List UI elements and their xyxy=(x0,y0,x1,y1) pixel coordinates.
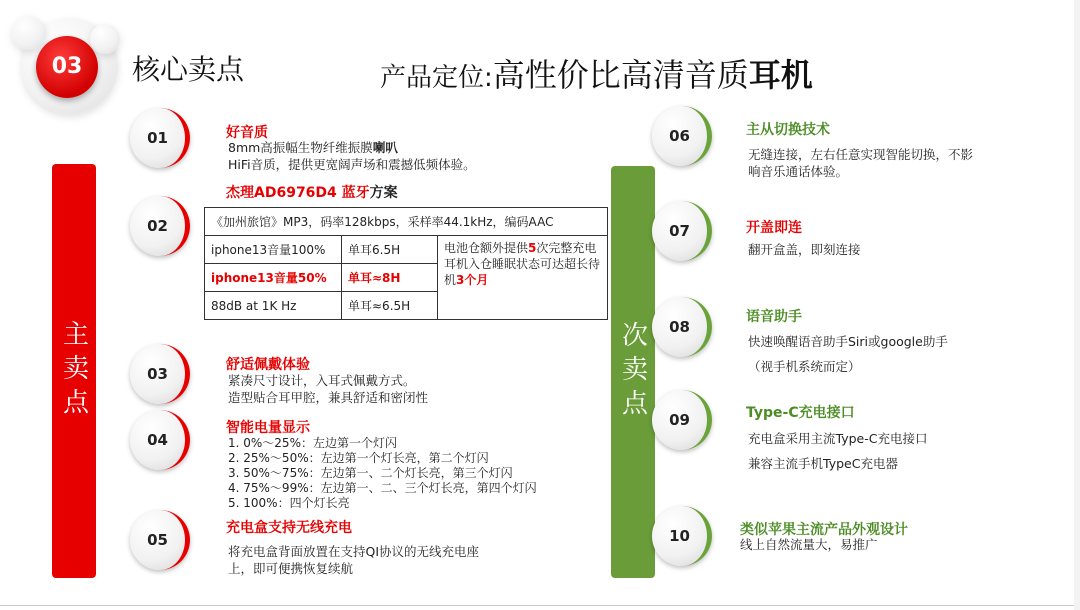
battery-spec-table xyxy=(204,207,608,320)
point-09-line-1: 充电盒采用主流Type-C充电接口 xyxy=(748,431,928,446)
point-title-01: 好音质 xyxy=(226,125,268,141)
point-title-05: 充电盒支持无线充电 xyxy=(226,520,352,536)
decor-circle-small-top xyxy=(12,16,46,50)
spec-cell: 单耳≈8H xyxy=(342,264,438,292)
point-number-04: 04 xyxy=(130,410,190,470)
point-06-line-1: 无缝连接，左右任意实现智能切换，不影 xyxy=(748,147,974,162)
point-number-02: 02 xyxy=(130,196,190,256)
list-item: 3. 50%～75%：左边第一、二个灯长亮，第三个灯闪 xyxy=(228,466,513,480)
point-title-03: 舒适佩戴体验 xyxy=(226,357,310,373)
point-number-03: 03 xyxy=(130,344,190,404)
point-03-line-2: 造型贴合耳甲腔，兼具舒适和密闭性 xyxy=(228,390,429,405)
point-06-line-2: 响音乐通话体验。 xyxy=(748,164,849,179)
point-title-09: Type-C充电接口 xyxy=(746,405,855,421)
list-item: 4. 75%～99%：左边第一、二、三个灯长亮，第四个灯闪 xyxy=(228,481,537,495)
point-03-line-1: 紧凑尺寸设计，入耳式佩戴方式。 xyxy=(228,373,416,388)
point-08-line-1: 快速唤醒语音助手Siri或google助手 xyxy=(748,334,948,349)
main-selling-points-bar xyxy=(52,164,96,578)
point-number-01: 01 xyxy=(130,108,190,168)
product-positioning xyxy=(380,50,813,96)
point-title-06: 主从切换技术 xyxy=(746,122,830,138)
spec-cell: 单耳6.5H xyxy=(342,236,438,264)
point-09-line-2: 兼容主流手机TypeC充电器 xyxy=(748,456,898,471)
point-number-08: 08 xyxy=(652,297,712,357)
battery-note: 电池仓额外提供5次完整充电 耳机入仓睡眠状态可达超长待机3个月 xyxy=(438,236,608,320)
spec-table-header: 《加州旅馆》MP3，码率128kbps，采样率44.1kHz，编码AAC xyxy=(205,208,608,236)
footer-divider xyxy=(0,605,1080,606)
point-10-line-1: 线上自然流量大，易推广 xyxy=(740,537,878,552)
point-title-07: 开盖即连 xyxy=(746,220,802,236)
point-07-line-1: 翻开盒盖，即刻连接 xyxy=(748,242,861,257)
secondary-bar-label: 次卖点 xyxy=(617,321,648,423)
point-number-05: 05 xyxy=(130,510,190,570)
point-08-line-2: （视手机系统而定） xyxy=(748,359,861,374)
positioning-label: 产品定位: xyxy=(380,63,493,93)
point-number-10: 10 xyxy=(652,506,712,566)
list-item: 2. 25%～50%：左边第一个灯长亮，第二个灯闪 xyxy=(228,451,489,465)
list-item: 1. 0%～25%：左边第一个灯闪 xyxy=(228,436,397,450)
spec-cell: 88dB at 1K Hz xyxy=(205,292,342,320)
point-number-07: 07 xyxy=(652,201,712,261)
point-number-06: 06 xyxy=(652,106,712,166)
point-number-09: 09 xyxy=(652,390,712,450)
point-01-line-1: 8mm高振幅生物纤维振膜喇叭 xyxy=(228,140,398,155)
main-bar-label: 主卖点 xyxy=(58,320,89,422)
point-title-08: 语音助手 xyxy=(746,309,802,325)
decor-circle-small-right xyxy=(90,24,120,54)
point-05-line-1: 将充电盒背面放置在支持QI协议的无线充电座 xyxy=(228,544,480,559)
spec-cell: iphone13音量100% xyxy=(205,236,342,264)
point-title-04: 智能电量显示 xyxy=(226,420,310,436)
spec-cell: iphone13音量50% xyxy=(205,264,342,292)
point-05-line-2: 上，即可便携恢复续航 xyxy=(228,561,354,576)
point-title-10: 类似苹果主流产品外观设计 xyxy=(740,522,908,538)
positioning-value: 高性价比高清音质 xyxy=(492,56,749,94)
section-number-badge: 03 xyxy=(36,36,98,98)
section-title: 核心卖点 xyxy=(132,53,245,86)
slide-edge xyxy=(1074,0,1080,610)
point-01-line-2: HiFi音质，提供更宽阔声场和震撼低频体验。 xyxy=(228,157,476,172)
battery-indicator-list xyxy=(228,436,537,511)
positioning-emphasis: 耳机 xyxy=(748,56,813,94)
list-item: 5. 100%：四个灯长亮 xyxy=(228,496,350,510)
spec-cell: 单耳≈6.5H xyxy=(342,292,438,320)
point-title-02: 杰理AD6976D4 蓝牙方案 xyxy=(226,185,398,201)
secondary-selling-points-bar xyxy=(611,166,655,578)
